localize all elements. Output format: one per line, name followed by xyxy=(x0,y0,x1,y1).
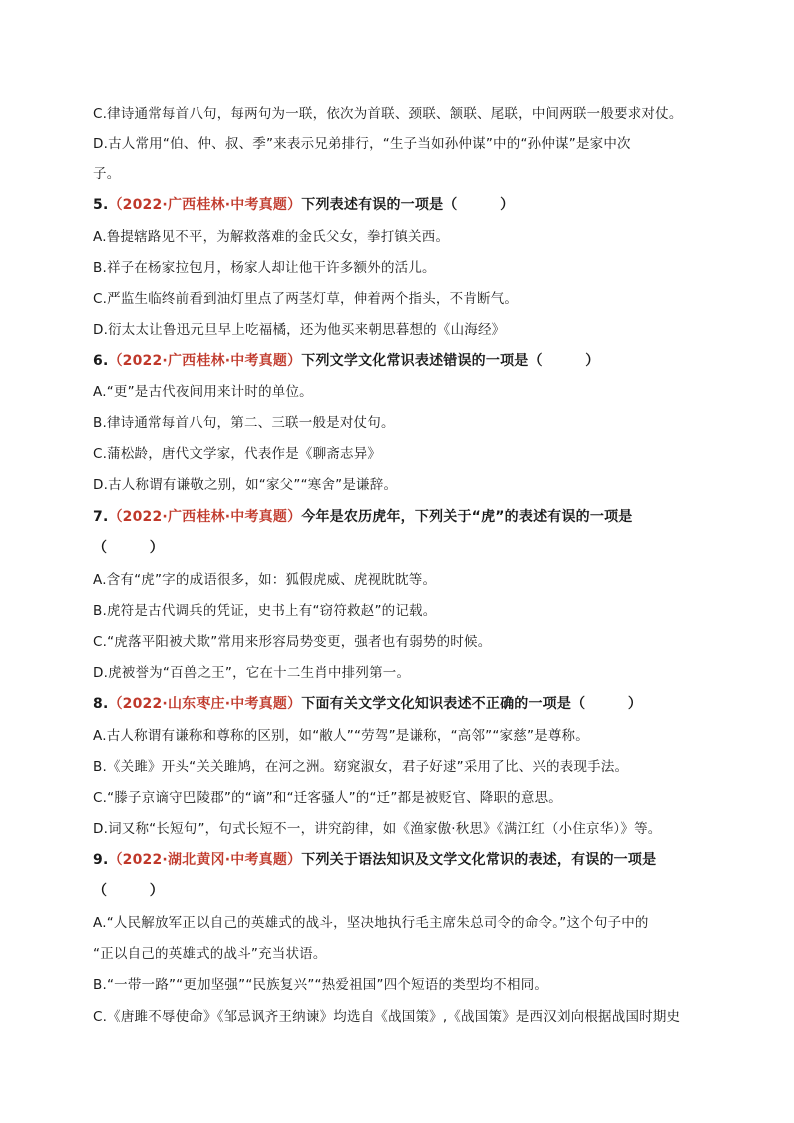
question-stem: 下面有关文学文化知识表述不正确的一项是（ ） xyxy=(301,696,643,712)
question-stem: 下列文学文化常识表述错误的一项是（ ） xyxy=(301,353,600,369)
question-source: （2022·湖北黄冈·中考真题） xyxy=(108,852,302,868)
option-line: C.“虎落平阳被犬欺”常用来形容局势变更，强者也有弱势的时候。 xyxy=(93,634,492,650)
option-line: A.古人称谓有谦称和尊称的区别，如“敝人”“劳驾”是谦称，“高邻”“家慈”是尊称。 xyxy=(93,728,589,744)
option-line: A.“人民解放军正以自己的英雄式的战斗，坚决地执行毛主席朱总司令的命令。”这个句子中的 xyxy=(93,915,649,931)
question-stem: 今年是农历虎年，下列关于“虎”的表述有误的一项是 xyxy=(301,509,633,525)
option-line: A.“更”是古代夜间用来计时的单位。 xyxy=(93,384,313,400)
option-line: B.祥子在杨家拉包月，杨家人却让他干许多额外的活儿。 xyxy=(93,260,436,276)
option-line: D.古人常用“伯、仲、叔、季”来表示兄弟排行，“生子当如孙仲谋”中的“孙仲谋”是家中次 xyxy=(93,136,631,152)
question-number: 8. xyxy=(93,696,109,712)
question-stem: 下列关于语法知识及文学文化常识的表述，有误的一项是 xyxy=(301,852,657,868)
option-line: D.衍太太让鲁迅元旦早上吃福橘，还为他买来朝思暮想的《山海经》 xyxy=(93,322,506,338)
option-line: C.严监生临终前看到油灯里点了两茎灯草，伸着两个指头，不肯断气。 xyxy=(93,291,519,307)
option-line: B.虎符是古代调兵的凭证，史书上有“窃符救赵”的记载。 xyxy=(93,603,437,619)
option-line: D.古人称谓有谦敬之别，如“家父”“寒舍”是谦辞。 xyxy=(93,477,398,493)
question-8 xyxy=(93,694,642,714)
question-source: （2022·广西桂林·中考真题） xyxy=(108,353,302,369)
question-source: （2022·广西桂林·中考真题） xyxy=(108,197,302,213)
option-line: B.“一带一路”“更加坚强”“民族复兴”“热爱祖国”四个短语的类型均不相同。 xyxy=(93,977,549,993)
question-7-blank: （ ） xyxy=(93,540,164,556)
question-9-blank: （ ） xyxy=(93,883,164,899)
option-line: A.鲁提辖路见不平，为解救落难的金氏父女，拳打镇关西。 xyxy=(93,229,450,245)
question-stem: 下列表述有误的一项是（ ） xyxy=(301,197,515,213)
option-line: “正以自己的英雄式的战斗”充当状语。 xyxy=(93,946,327,962)
option-line: 子。 xyxy=(93,166,121,182)
option-line: B.律诗通常每首八句，第二、三联一般是对仗句。 xyxy=(93,415,395,431)
question-source: （2022·山东枣庄·中考真题） xyxy=(108,696,302,712)
question-7 xyxy=(93,507,632,527)
option-line: B.《关雎》开头“关关雎鸠，在河之洲。窈窕淑女，君子好逑”采用了比、兴的表现手法。 xyxy=(93,759,629,775)
question-6 xyxy=(93,351,599,371)
question-source: （2022·广西桂林·中考真题） xyxy=(108,509,302,525)
question-number: 9. xyxy=(93,852,109,868)
option-line: D.虎被誉为“百兽之王”，它在十二生肖中排列第一。 xyxy=(93,665,411,681)
question-number: 7. xyxy=(93,509,109,525)
question-number: 5. xyxy=(93,197,109,213)
option-line: C.蒲松龄，唐代文学家，代表作是《聊斋志异》 xyxy=(93,446,382,462)
option-line: A.含有“虎”字的成语很多，如：狐假虎威、虎视眈眈等。 xyxy=(93,572,437,588)
question-5 xyxy=(93,195,514,215)
question-9 xyxy=(93,850,656,870)
option-line: D.词又称“长短句”，句式长短不一，讲究韵律，如《渔家傲·秋思》《满江红（小住京华）》等。 xyxy=(93,821,662,837)
option-line: C.“滕子京谪守巴陵郡”的“谪”和“迁客骚人”的“迁”都是被贬官、降职的意思。 xyxy=(93,790,562,806)
question-number: 6. xyxy=(93,353,109,369)
option-line: C.律诗通常每首八句，每两句为一联，依次为首联、颈联、颔联、尾联，中间两联一般要求对仗。 xyxy=(93,106,683,122)
option-line: C.《唐雎不辱使命》《邹忌讽齐王纳谏》均选自《战国策》,《战国策》是西汉刘向根据战国时期史 xyxy=(93,1009,681,1025)
